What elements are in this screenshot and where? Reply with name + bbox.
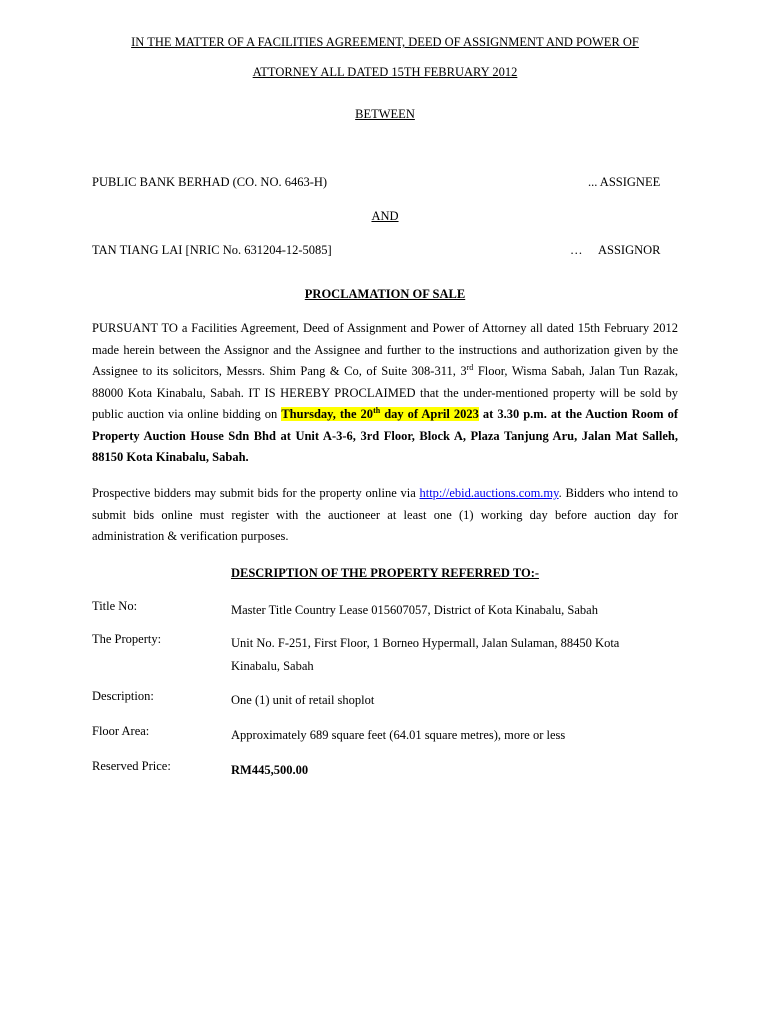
assignee-name: PUBLIC BANK BERHAD (CO. NO. 6463-H) [92, 175, 328, 189]
paragraph-text-1: PURSUANT TO a Facilities Agreement, Deed of Assignment and Power of Attorney all dated 15th February 2012 made herein between the Assignor and the Assignee and further to the instructions and authorization given by the Assignee to its solicitors, Messrs. Shim Pang & Co, of Suite 308-311, 3 [92, 321, 678, 378]
auction-venue-text: at 3.30 p.m. at the Auction Room of Property Auction House Sdn Bhd at Unit A-3-6, 3rd Floor, Block A, Plaza Tanjung Aru, Jalan Mat Salleh, 88150 Kota Kinabalu, Sabah. [92, 407, 678, 464]
detail-label: Description: [92, 689, 154, 703]
detail-label: Floor Area: [92, 724, 150, 738]
matter-heading-line-1: IN THE MATTER OF A FACILITIES AGREEMENT, DEED OF ASSIGNMENT AND POWER OF [131, 35, 639, 49]
ebid-link[interactable]: http://ebid.auctions.com.my [419, 486, 559, 500]
matter-heading-line-2: ATTORNEY ALL DATED 15TH FEBRUARY 2012 [252, 65, 518, 79]
auction-date-highlight: Thursday, the 20th day of April 2023 [281, 405, 479, 421]
description-heading: DESCRIPTION OF THE PROPERTY REFERRED TO:- [230, 566, 540, 580]
bidders-paragraph [92, 483, 678, 548]
detail-value: One (1) unit of retail shoplot [231, 693, 375, 707]
ordinal-superscript: rd [466, 362, 474, 372]
reserved-price-value: RM445,500.00 [231, 763, 309, 777]
bidders-text-1: Prospective bidders may submit bids for the property online via [92, 486, 420, 500]
assignor-dots: … [570, 243, 583, 257]
between-heading: BETWEEN [355, 107, 415, 121]
paragraph-text-2: Floor, Wisma Sabah, Jalan Tun Razak, 88000 Kota Kinabalu, Sabah. IT IS HEREBY PROCLAIMED that the under-mentioned property will be sold by public auction via online bidding on [92, 364, 678, 421]
detail-label: The Property: [92, 632, 162, 646]
proclamation-paragraph [92, 318, 678, 469]
assignor-name: TAN TIANG LAI [NRIC No. 631204-12-5085] [92, 243, 332, 257]
assignee-role: ... ASSIGNEE [588, 175, 661, 189]
detail-label: Title No: [92, 599, 138, 613]
and-heading: AND [371, 209, 399, 223]
detail-value: Master Title Country Lease 015607057, District of Kota Kinabalu, Sabah [231, 603, 598, 617]
detail-value: Unit No. F-251, First Floor, 1 Borneo Hypermall, Jalan Sulaman, 88450 Kota Kinabalu, Sabah [231, 636, 620, 673]
detail-value: Approximately 689 square feet (64.01 square metres), more or less [231, 728, 566, 742]
detail-label: Reserved Price: [92, 759, 171, 773]
assignor-role: ASSIGNOR [598, 243, 661, 257]
proclamation-title: PROCLAMATION OF SALE [304, 287, 466, 301]
bidders-text-2: . Bidders who intend to submit bids online must register with the auctioneer at least one (1) working day before auction day for administration & verification purposes. [92, 486, 679, 543]
